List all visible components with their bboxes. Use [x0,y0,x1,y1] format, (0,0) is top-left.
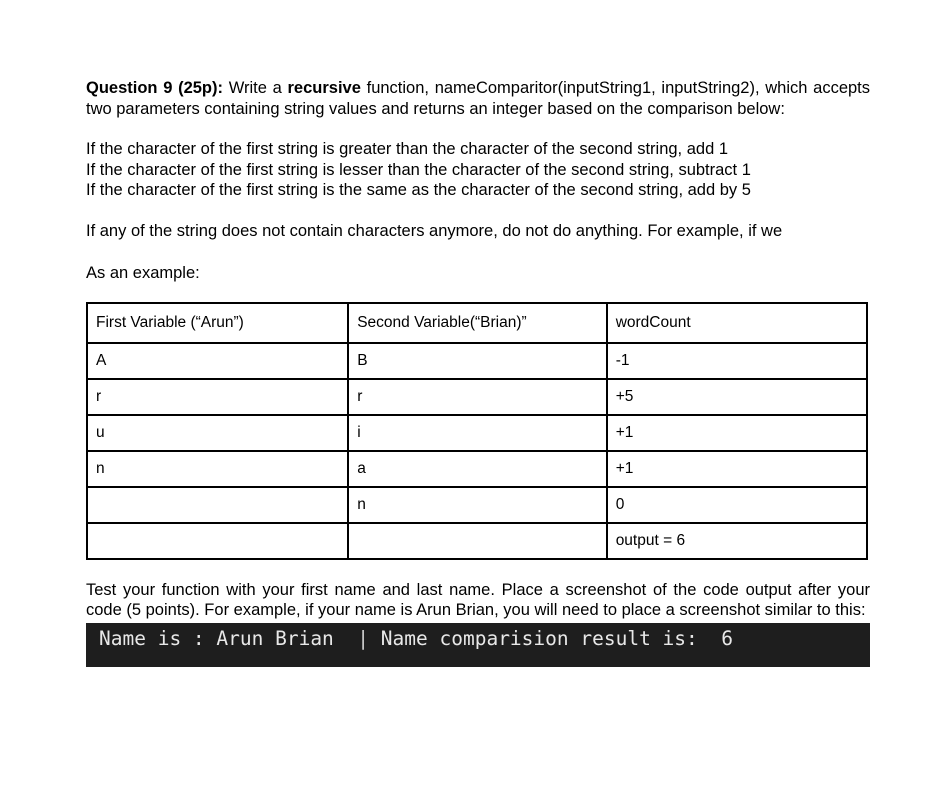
table-row [87,415,867,451]
table-cell: a [348,451,606,487]
table-cell: n [348,487,606,523]
rule-lesser: If the character of the first string is lesser than the character of the second string, subtract 1 [86,160,751,179]
header-first-variable: First Variable (“Arun”) [87,303,348,343]
table-cell: r [348,379,606,415]
table-row [87,451,867,487]
document-page [86,78,870,667]
rule-same: If the character of the first string is the same as the character of the second string, add by 5 [86,181,751,199]
table-cell: +5 [607,379,867,415]
example-label: As an example: [86,264,200,282]
question-label: Question 9 (25p): [86,79,224,97]
empty-string-note: If any of the string does not contain characters anymore, do not do anything. For example, if we [86,221,783,240]
table-cell: 0 [607,487,867,523]
table-cell: -1 [607,343,867,379]
rules-list [86,139,870,201]
question-keyword: recursive [287,79,361,97]
question-text-before: Write a [223,79,288,97]
table-row [87,343,867,379]
table-cell: A [87,343,348,379]
table-cell: +1 [607,451,867,487]
comparison-table [86,302,868,560]
table-cell: u [87,415,348,451]
question-text-after: function, nameComparitor(inputString1, inputString2), which accepts two parameters containing string values and returns an integer based on the comparison below: [86,79,871,118]
rule-greater: If the character of the first string is greater than the character of the second string, add 1 [86,140,729,158]
table-row [87,487,867,523]
test-instructions: Test your function with your first name and last name. Place a screenshot of the code output after your code (5 points). For example, if your name is Arun Brian, you will need to place a screenshot similar to this: [86,580,870,619]
table-cell [87,523,348,559]
table-cell: +1 [607,415,867,451]
console-separator: | [357,626,370,650]
header-word-count: wordCount [607,303,867,343]
console-result-output: Name comparision result is: 6 [380,626,733,650]
output-cell: output = 6 [607,523,867,559]
table-cell: i [348,415,606,451]
table-cell [348,523,606,559]
table-cell [87,487,348,523]
table-header-row [87,303,867,343]
table-cell: B [348,343,606,379]
table-cell: n [87,451,348,487]
question-paragraph [86,78,870,119]
header-second-variable: Second Variable(“Brian)” [348,303,606,343]
table-row [87,523,867,559]
table-row [87,379,867,415]
console-name-output: Name is : Arun Brian [99,626,334,650]
table-cell: r [87,379,348,415]
console-output [86,623,870,667]
